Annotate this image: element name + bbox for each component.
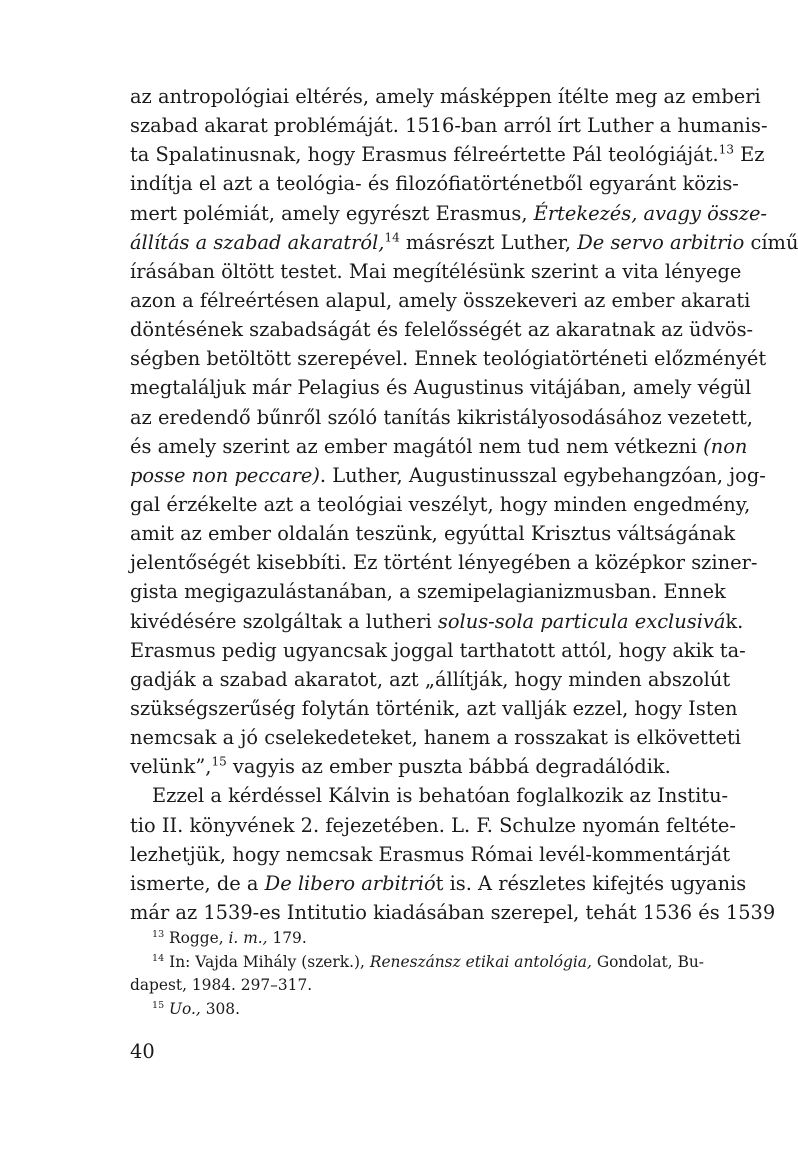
text-segment: dapest, 1984. 297–317. bbox=[130, 976, 313, 994]
text-line bbox=[130, 898, 776, 927]
text-segment: című bbox=[744, 230, 798, 254]
text-segment: k. bbox=[725, 609, 744, 633]
text-segment: Ez bbox=[733, 143, 765, 167]
text-line bbox=[130, 315, 754, 344]
footnotes bbox=[130, 927, 704, 1021]
footnote-ref: 13 bbox=[718, 142, 734, 157]
text-segment: gista megigazulástanában, a szemipelagianizmusban. Ennek bbox=[130, 580, 726, 604]
text-segment: az antropológiai eltérés, amely másképpen ítélte meg az emberi bbox=[130, 85, 761, 108]
text-segment: szükségszerűség folytán történik, azt vallják ezzel, hogy Isten bbox=[130, 696, 738, 720]
text-segment: Erasmus pedig ugyancsak joggal tarthatott attól, hogy akik ta- bbox=[130, 638, 746, 662]
text-segment: t is. A részletes kifejtés ugyanis bbox=[435, 871, 747, 895]
text-segment: az eredendő bűnről szóló tanítás kikristályosodásához vezetett, bbox=[130, 405, 753, 429]
text-line bbox=[130, 82, 761, 111]
text-segment: 179. bbox=[267, 929, 307, 947]
text-segment: mert polémiát, amely egyrészt Erasmus, bbox=[130, 201, 534, 225]
text-segment: amit az ember oldalán teszünk, egyúttal Krisztus váltságának bbox=[130, 522, 736, 546]
text-line bbox=[130, 723, 741, 752]
text-line bbox=[130, 403, 753, 432]
text-segment: ismerte, de a bbox=[130, 871, 265, 895]
text-segment: velünk”, bbox=[130, 755, 212, 779]
text-segment: Gondolat, Bu- bbox=[591, 952, 704, 971]
text-segment: nemcsak a jó cselekedeteket, hanem a rosszakat is elkövetteti bbox=[130, 726, 741, 750]
text-line bbox=[130, 869, 747, 898]
text-line bbox=[130, 373, 752, 402]
italic-text: solus-sola particula exclusivá bbox=[437, 609, 726, 633]
text-line bbox=[130, 140, 765, 169]
text-segment: kivédésére szolgáltak a lutheri bbox=[130, 609, 438, 633]
footnote-ref: 15 bbox=[211, 754, 227, 769]
text-line bbox=[130, 257, 742, 286]
text-segment: indítja el azt a teológia- és filozófiatörténetből egyaránt közis- bbox=[130, 172, 739, 196]
text-line bbox=[130, 199, 767, 228]
text-segment: szabad akarat problémáját. 1516-ban arról írt Luther a humanis- bbox=[130, 114, 768, 138]
text-line bbox=[130, 432, 748, 461]
text-segment: ségben betöltött szerepével. Ennek teológiatörténeti előzményét bbox=[130, 347, 767, 371]
text-segment: és amely szerint az ember magától nem tud nem vétkezni bbox=[130, 434, 704, 458]
italic-text: Értekezés, avagy össze- bbox=[533, 201, 767, 225]
italic-text: posse non peccare) bbox=[130, 463, 320, 487]
text-line bbox=[130, 490, 751, 519]
text-segment: Rogge, bbox=[164, 929, 229, 947]
footnote-ref: 15 bbox=[152, 999, 165, 1011]
text-segment: megtaláljuk már Pelagius és Augustinus vitájában, amely végül bbox=[130, 376, 752, 400]
text-segment: tio II. könyvének 2. fejezetében. L. F. Schulze nyomán feltéte- bbox=[130, 813, 736, 837]
text-segment: vagyis az ember puszta bábbá degradálódik. bbox=[226, 755, 671, 779]
text-line bbox=[130, 752, 704, 781]
text-line bbox=[130, 286, 751, 315]
footnote-line bbox=[130, 951, 704, 975]
text-line bbox=[130, 811, 736, 840]
text-segment: döntésének szabadságát és felelősségét az akaratnak az üdvös- bbox=[130, 318, 754, 342]
footnote-line bbox=[130, 998, 704, 1022]
text-segment: Ezzel a kérdéssel Kálvin is behatóan foglalkozik az Institu- bbox=[152, 784, 729, 808]
text-line bbox=[130, 111, 768, 140]
text-segment: lezhetjük, hogy nemcsak Erasmus Római levél-kommentárját bbox=[130, 842, 731, 866]
text-segment: írásában öltött testet. Mai megítélésünk szerint a vita lényege bbox=[130, 259, 742, 283]
text-segment: másrészt Luther, bbox=[399, 230, 578, 254]
italic-text: állítás a szabad akaratról, bbox=[130, 230, 385, 254]
text-segment: In: Vajda Mihály (szerk.), bbox=[164, 952, 370, 971]
text-segment: . Luther, Augustinusszal egybehangzóan, jog- bbox=[319, 463, 766, 487]
italic-text: De libero arbitrió bbox=[264, 871, 436, 895]
text-line bbox=[130, 840, 731, 869]
text-line bbox=[130, 228, 798, 257]
text-line bbox=[130, 169, 739, 198]
text-segment: 308. bbox=[200, 999, 240, 1018]
text-line bbox=[130, 781, 729, 810]
italic-text: (non bbox=[703, 434, 748, 458]
text-line bbox=[130, 577, 726, 606]
text-line bbox=[130, 636, 746, 665]
text-segment: azon a félreértésen alapul, amely összekeveri az ember akarati bbox=[130, 288, 751, 312]
footnote-ref: 14 bbox=[384, 230, 400, 245]
text-line bbox=[130, 461, 766, 490]
text-line bbox=[130, 519, 736, 548]
text-line bbox=[130, 694, 738, 723]
footnote-ref: 13 bbox=[152, 929, 165, 941]
text-segment: ta Spalatinusnak, hogy Erasmus félreértette Pál teológiáját. bbox=[130, 143, 719, 167]
footnote-ref: 14 bbox=[152, 952, 165, 964]
text-segment: már az 1539-es Intitutio kiadásában szerepel, tehát 1536 és 1539 bbox=[130, 900, 776, 924]
text-segment: gadják a szabad akaratot, azt „állítják, hogy minden abszolút bbox=[130, 667, 731, 691]
text-segment: jelentőségét kisebbíti. Ez történt lényegében a középkor sziner- bbox=[130, 551, 758, 575]
italic-text: De servo arbitrio bbox=[577, 230, 745, 254]
italic-text: i. m., bbox=[228, 929, 268, 947]
text-segment: gal érzékelte azt a teológiai veszélyt, hogy minden engedmény, bbox=[130, 492, 751, 516]
italic-text: Uo., bbox=[169, 999, 201, 1018]
body-text bbox=[130, 82, 798, 927]
text-line bbox=[130, 665, 731, 694]
footnote-line bbox=[130, 974, 704, 998]
text-line bbox=[130, 344, 767, 373]
page-number: 40 bbox=[130, 1040, 155, 1063]
text-line bbox=[130, 607, 744, 636]
text-line bbox=[130, 548, 758, 577]
italic-text: Reneszánsz etikai antológia, bbox=[369, 952, 592, 971]
footnote-line bbox=[130, 927, 704, 951]
